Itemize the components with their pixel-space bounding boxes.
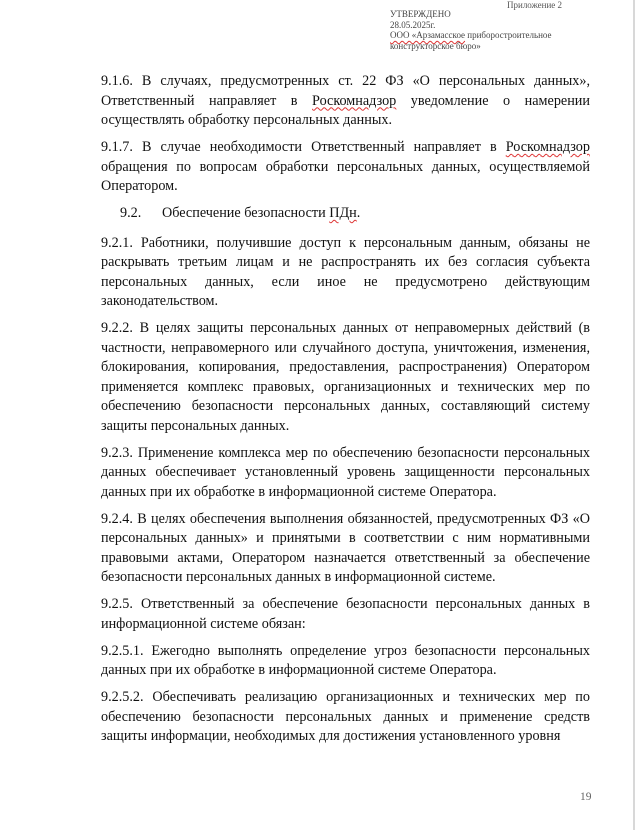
clause-9-2-1: 9.2.1. Работники, получившие доступ к персональным данным, обязаны не раскрывать третьим лицам и не распространять их без согласия субъекта персональных данных, если иное не предусмотрено действующим законодательством. (101, 234, 590, 309)
attachment-label: Приложение 2 (507, 0, 563, 10)
spellcheck-word: Роскомнадзор (505, 139, 590, 155)
clause-text: 9.1.7. В случае необходимости Ответственный направляет в (101, 139, 506, 155)
org-name-rest: приборостроительное (465, 30, 552, 41)
organization-line-1 (390, 30, 552, 41)
clause-text: уведомление о намерении осуществлять обработку персональных данных. (101, 92, 590, 128)
approval-date: 28.05.2025г. (390, 19, 436, 30)
section-title: Обеспечение безопасности (162, 205, 330, 221)
section-heading-9-2 (101, 204, 590, 224)
clause-9-2-3: 9.2.3. Применение комплекса мер по обеспечению безопасности персональных данных обеспечивает установленный уровень защищенности персональных данных при их обработке в информационной системе Оператора. (101, 444, 590, 500)
organization-line-2: конструкторское бюро» (390, 40, 481, 51)
clause-9-2-5-1: 9.2.5.1. Ежегодно выполнять определение угроз безопасности персональных данных при их обработке в информационной системе Оператора. (101, 642, 590, 678)
document-body (101, 72, 590, 754)
clause-9-2-2: 9.2.2. В целях защиты персональных данных от неправомерных действий (в частности, неправомерного или случайного доступа, уничтожения, изменения, блокирования, копирования, предоставления, распространения) Оператором применяется комплекс правовых, организационных и технических мер по обеспечению безопасности персональных данных, составляющий систему защиты персональных данных. (101, 320, 590, 434)
section-number: 9.2. (120, 205, 142, 221)
spellcheck-word: ПДн (329, 205, 357, 221)
approval-stamp (390, 0, 563, 51)
clause-text: обращения по вопросам обработки персональных данных, осуществляемой Оператором. (101, 158, 590, 194)
clause-9-2-5: 9.2.5. Ответственный за обеспечение безопасности персональных данных в информационной системе обязан: (101, 596, 590, 632)
clause-9-2-4: 9.2.4. В целях обеспечения выполнения обязанностей, предусмотренных ФЗ «О персональных данных» и принятыми в соответствии с ним нормативными правовыми актами, Оператором назначается ответственный за обеспечение безопасности персональных данных в информационной системе. (101, 510, 590, 585)
section-title-end: . (356, 205, 361, 221)
page-number: 19 (580, 791, 592, 803)
clause-9-2-5-2: 9.2.5.2. Обеспечивать реализацию организационных и технических мер по обеспечению безопасности персональных данных и применение средств защиты информации, необходимых для достижения установленного уровня (101, 689, 590, 744)
spellcheck-word: Роскомнадзор (312, 92, 397, 109)
org-name-part: ООО «Арзамасское (390, 30, 466, 41)
approved-label: УТВЕРЖДЕНО (390, 9, 451, 19)
clause-text: 9.1.6. В случаях, предусмотренных ст. 22 ФЗ «О персональных данных», Ответственный направляет в (101, 73, 590, 109)
clause-9-1-7 (101, 138, 590, 197)
clause-9-1-6 (101, 72, 590, 131)
